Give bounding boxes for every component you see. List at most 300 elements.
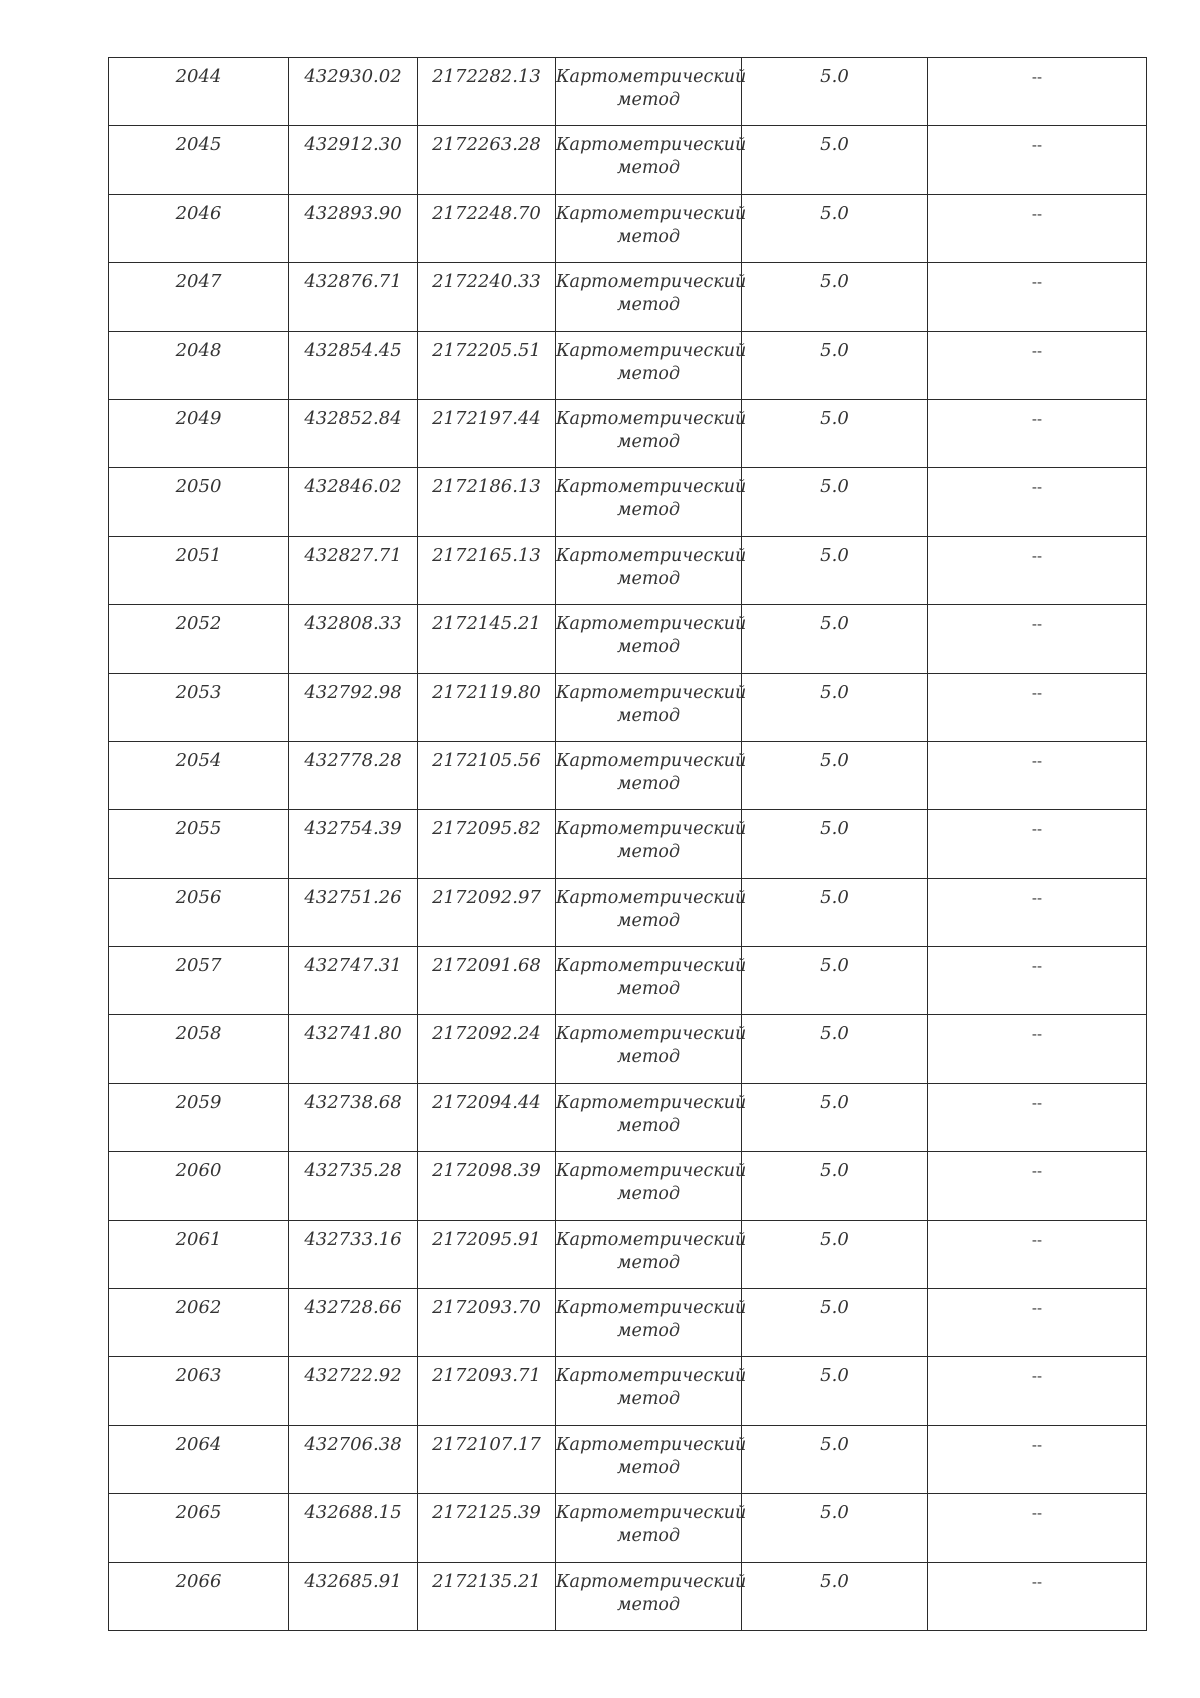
accuracy-cell-text: 5.0	[820, 476, 849, 498]
table-row	[109, 878, 1147, 946]
x-coordinate-cell	[289, 1494, 418, 1562]
method-line-1: Картометрический	[556, 135, 747, 156]
accuracy-cell-text: 5.0	[820, 407, 849, 429]
method-line-1: Картометрический	[556, 408, 747, 429]
method-line-1: Картометрический	[556, 750, 747, 771]
accuracy-cell	[742, 1425, 928, 1493]
description-cell	[928, 399, 1147, 467]
x-coordinate-cell-text: 432808.33	[304, 613, 402, 635]
method-line-2: метод	[616, 1389, 681, 1410]
table-row	[109, 263, 1147, 331]
point-number-cell-text: 2066	[175, 1570, 222, 1592]
description-cell	[928, 536, 1147, 604]
method-line-1: Картометрический	[556, 340, 747, 361]
description-cell	[928, 1562, 1147, 1630]
point-number-cell-text: 2060	[175, 1160, 222, 1182]
method-cell	[556, 1015, 747, 1083]
y-coordinate-cell-text: 2172119.80	[432, 681, 541, 703]
table-row	[109, 1220, 1147, 1288]
description-cell-text: --	[1031, 957, 1043, 976]
coordinates-table	[108, 57, 1147, 1631]
description-cell	[928, 1015, 1147, 1083]
accuracy-cell	[742, 810, 928, 878]
description-cell-text: --	[1031, 888, 1043, 907]
method-cell	[556, 741, 747, 809]
description-cell-text: --	[1031, 204, 1043, 223]
y-coordinate-cell	[418, 1357, 556, 1425]
accuracy-cell-text: 5.0	[820, 1570, 849, 1592]
method-cell	[556, 1357, 747, 1425]
method-line-1: Картометрический	[556, 1024, 747, 1045]
table-row	[109, 673, 1147, 741]
y-coordinate-cell	[418, 741, 556, 809]
method-line-2: метод	[616, 1594, 681, 1615]
x-coordinate-cell	[289, 1357, 418, 1425]
x-coordinate-cell	[289, 605, 418, 673]
accuracy-cell-text: 5.0	[820, 681, 849, 703]
accuracy-cell-text: 5.0	[820, 749, 849, 771]
point-number-cell-text: 2064	[175, 1433, 222, 1455]
point-number-cell	[109, 1357, 289, 1425]
method-line-1: Картометрический	[556, 1161, 747, 1182]
method-line-2: метод	[616, 773, 681, 794]
x-coordinate-cell-text: 432827.71	[304, 544, 402, 566]
point-number-cell	[109, 194, 289, 262]
point-number-cell	[109, 605, 289, 673]
accuracy-cell-text: 5.0	[820, 134, 849, 156]
accuracy-cell	[742, 673, 928, 741]
description-cell	[928, 468, 1147, 536]
method-line-1: Картометрический	[556, 1571, 747, 1592]
method-cell	[556, 878, 747, 946]
x-coordinate-cell-text: 432792.98	[304, 681, 402, 703]
x-coordinate-cell	[289, 58, 418, 126]
point-number-cell-text: 2059	[175, 1091, 222, 1113]
method-line-1: Картометрический	[556, 203, 747, 224]
accuracy-cell-text: 5.0	[820, 66, 849, 87]
point-number-cell	[109, 1494, 289, 1562]
y-coordinate-cell	[418, 1083, 556, 1151]
x-coordinate-cell-text: 432738.68	[304, 1091, 402, 1113]
method-line-2: метод	[616, 1184, 681, 1205]
method-line-1: Картометрический	[556, 614, 747, 635]
y-coordinate-cell	[418, 878, 556, 946]
method-line-2: метод	[616, 1457, 681, 1478]
accuracy-cell-text: 5.0	[820, 1091, 849, 1113]
table-row	[109, 741, 1147, 809]
method-cell	[556, 126, 747, 194]
accuracy-cell-text: 5.0	[820, 955, 849, 977]
y-coordinate-cell-text: 2172093.70	[432, 1297, 541, 1319]
method-cell	[556, 331, 747, 399]
method-cell	[556, 947, 747, 1015]
table-row	[109, 810, 1147, 878]
description-cell-text: --	[1031, 409, 1043, 428]
method-line-1: Картометрический	[556, 545, 747, 566]
point-number-cell	[109, 1425, 289, 1493]
point-number-cell	[109, 468, 289, 536]
method-line-1: Картометрический	[556, 682, 747, 703]
x-coordinate-cell-text: 432722.92	[304, 1365, 402, 1387]
point-number-cell-text: 2062	[175, 1297, 222, 1319]
description-cell	[928, 1425, 1147, 1493]
method-cell	[556, 1425, 747, 1493]
accuracy-cell	[742, 194, 928, 262]
x-coordinate-cell-text: 432893.90	[304, 202, 402, 224]
table-row	[109, 331, 1147, 399]
accuracy-cell-text: 5.0	[820, 339, 849, 361]
point-number-cell-text: 2050	[175, 476, 222, 498]
x-coordinate-cell	[289, 741, 418, 809]
description-cell-text: --	[1031, 751, 1043, 770]
method-line-1: Картометрический	[556, 67, 747, 87]
x-coordinate-cell	[289, 673, 418, 741]
table-body	[109, 58, 1147, 1631]
x-coordinate-cell	[289, 399, 418, 467]
description-cell-text: --	[1031, 478, 1043, 497]
x-coordinate-cell-text: 432733.16	[304, 1228, 402, 1250]
accuracy-cell-text: 5.0	[820, 271, 849, 293]
method-line-2: метод	[616, 1526, 681, 1547]
description-cell-text: --	[1031, 68, 1043, 86]
description-cell-text: --	[1031, 1025, 1043, 1044]
description-cell	[928, 1494, 1147, 1562]
method-line-2: метод	[616, 431, 681, 452]
point-number-cell-text: 2046	[175, 202, 222, 224]
x-coordinate-cell-text: 432741.80	[304, 1023, 402, 1045]
description-cell-text: --	[1031, 136, 1043, 155]
point-number-cell	[109, 399, 289, 467]
y-coordinate-cell-text: 2172095.91	[432, 1228, 541, 1250]
method-cell	[556, 1220, 747, 1288]
accuracy-cell-text: 5.0	[820, 1502, 849, 1524]
table-row	[109, 1425, 1147, 1493]
accuracy-cell	[742, 263, 928, 331]
table-row	[109, 1152, 1147, 1220]
y-coordinate-cell-text: 2172094.44	[432, 1091, 541, 1113]
method-cell	[556, 468, 747, 536]
accuracy-cell-text: 5.0	[820, 613, 849, 635]
x-coordinate-cell	[289, 1083, 418, 1151]
description-cell-text: --	[1031, 1367, 1043, 1386]
y-coordinate-cell-text: 2172240.33	[432, 271, 541, 293]
method-line-1: Картометрический	[556, 819, 747, 840]
method-line-1: Картометрический	[556, 1366, 747, 1387]
y-coordinate-cell-text: 2172093.71	[432, 1365, 541, 1387]
description-cell-text: --	[1031, 1435, 1043, 1454]
x-coordinate-cell-text: 432854.45	[304, 339, 402, 361]
x-coordinate-cell-text: 432747.31	[304, 955, 402, 977]
x-coordinate-cell	[289, 468, 418, 536]
point-number-cell-text: 2052	[175, 613, 222, 635]
description-cell	[928, 605, 1147, 673]
method-line-2: метод	[616, 1115, 681, 1136]
description-cell-text: --	[1031, 1504, 1043, 1523]
point-number-cell	[109, 1152, 289, 1220]
description-cell-text: --	[1031, 615, 1043, 634]
method-line-2: метод	[616, 363, 681, 384]
y-coordinate-cell	[418, 1562, 556, 1630]
point-number-cell-text: 2058	[175, 1023, 222, 1045]
accuracy-cell	[742, 58, 928, 126]
point-number-cell-text: 2061	[175, 1228, 222, 1250]
point-number-cell	[109, 947, 289, 1015]
description-cell	[928, 263, 1147, 331]
description-cell	[928, 1220, 1147, 1288]
method-cell	[556, 1152, 747, 1220]
method-line-2: метод	[616, 90, 681, 110]
accuracy-cell	[742, 1494, 928, 1562]
accuracy-cell-text: 5.0	[820, 1023, 849, 1045]
x-coordinate-cell	[289, 536, 418, 604]
table-row	[109, 536, 1147, 604]
description-cell	[928, 331, 1147, 399]
y-coordinate-cell	[418, 1152, 556, 1220]
method-line-2: метод	[616, 1321, 681, 1342]
x-coordinate-cell	[289, 1425, 418, 1493]
accuracy-cell	[742, 1357, 928, 1425]
x-coordinate-cell	[289, 1220, 418, 1288]
point-number-cell	[109, 810, 289, 878]
method-cell	[556, 1494, 747, 1562]
y-coordinate-cell	[418, 399, 556, 467]
y-coordinate-cell	[418, 58, 556, 126]
y-coordinate-cell	[418, 263, 556, 331]
y-coordinate-cell	[418, 605, 556, 673]
method-line-1: Картометрический	[556, 1503, 747, 1524]
description-cell-text: --	[1031, 1572, 1043, 1591]
accuracy-cell	[742, 468, 928, 536]
method-line-2: метод	[616, 1047, 681, 1068]
y-coordinate-cell-text: 2172263.28	[432, 134, 541, 156]
point-number-cell-text: 2047	[175, 271, 222, 293]
x-coordinate-cell	[289, 1015, 418, 1083]
x-coordinate-cell	[289, 331, 418, 399]
x-coordinate-cell-text: 432876.71	[304, 271, 402, 293]
description-cell	[928, 1357, 1147, 1425]
x-coordinate-cell	[289, 1152, 418, 1220]
y-coordinate-cell	[418, 673, 556, 741]
accuracy-cell-text: 5.0	[820, 818, 849, 840]
method-cell	[556, 58, 747, 126]
x-coordinate-cell-text: 432728.66	[304, 1297, 402, 1319]
y-coordinate-cell-text: 2172091.68	[432, 955, 541, 977]
accuracy-cell-text: 5.0	[820, 1297, 849, 1319]
x-coordinate-cell-text: 432778.28	[304, 749, 402, 771]
accuracy-cell	[742, 126, 928, 194]
description-cell	[928, 947, 1147, 1015]
method-line-2: метод	[616, 979, 681, 1000]
x-coordinate-cell	[289, 1289, 418, 1357]
x-coordinate-cell-text: 432754.39	[304, 818, 402, 840]
accuracy-cell	[742, 1289, 928, 1357]
y-coordinate-cell	[418, 126, 556, 194]
method-line-2: метод	[616, 226, 681, 247]
method-line-2: метод	[616, 842, 681, 863]
method-line-1: Картометрический	[556, 1434, 747, 1455]
table-row	[109, 1289, 1147, 1357]
accuracy-cell-text: 5.0	[820, 1160, 849, 1182]
description-cell-text: --	[1031, 546, 1043, 565]
y-coordinate-cell	[418, 1425, 556, 1493]
accuracy-cell	[742, 1562, 928, 1630]
description-cell	[928, 878, 1147, 946]
description-cell-text: --	[1031, 1299, 1043, 1318]
point-number-cell-text: 2053	[175, 681, 222, 703]
accuracy-cell	[742, 947, 928, 1015]
y-coordinate-cell-text: 2172098.39	[432, 1160, 541, 1182]
method-cell	[556, 1289, 747, 1357]
method-cell	[556, 605, 747, 673]
x-coordinate-cell-text: 432685.91	[304, 1570, 402, 1592]
y-coordinate-cell	[418, 810, 556, 878]
method-line-2: метод	[616, 705, 681, 726]
method-cell	[556, 194, 747, 262]
method-line-1: Картометрический	[556, 887, 747, 908]
accuracy-cell	[742, 605, 928, 673]
accuracy-cell	[742, 536, 928, 604]
x-coordinate-cell-text: 432930.02	[304, 66, 402, 87]
accuracy-cell-text: 5.0	[820, 1365, 849, 1387]
x-coordinate-cell-text: 432846.02	[304, 476, 402, 498]
accuracy-cell	[742, 1220, 928, 1288]
point-number-cell	[109, 741, 289, 809]
accuracy-cell	[742, 741, 928, 809]
x-coordinate-cell-text: 432852.84	[304, 407, 402, 429]
table-row	[109, 1562, 1147, 1630]
method-cell	[556, 263, 747, 331]
y-coordinate-cell	[418, 1015, 556, 1083]
method-line-2: метод	[616, 500, 681, 521]
point-number-cell	[109, 331, 289, 399]
table-row	[109, 1494, 1147, 1562]
x-coordinate-cell	[289, 126, 418, 194]
y-coordinate-cell	[418, 1494, 556, 1562]
description-cell	[928, 810, 1147, 878]
description-cell	[928, 741, 1147, 809]
y-coordinate-cell-text: 2172135.21	[432, 1570, 541, 1592]
point-number-cell-text: 2065	[175, 1502, 222, 1524]
description-cell	[928, 673, 1147, 741]
point-number-cell-text: 2049	[175, 407, 222, 429]
y-coordinate-cell-text: 2172165.13	[432, 544, 541, 566]
point-number-cell-text: 2045	[175, 134, 222, 156]
point-number-cell	[109, 58, 289, 126]
point-number-cell	[109, 1562, 289, 1630]
accuracy-cell	[742, 1152, 928, 1220]
method-line-2: метод	[616, 1252, 681, 1273]
x-coordinate-cell-text: 432912.30	[304, 134, 402, 156]
description-cell-text: --	[1031, 1230, 1043, 1249]
y-coordinate-cell-text: 2172186.13	[432, 476, 541, 498]
accuracy-cell-text: 5.0	[820, 1433, 849, 1455]
point-number-cell-text: 2044	[175, 66, 222, 87]
y-coordinate-cell-text: 2172145.21	[432, 613, 541, 635]
method-line-2: метод	[616, 910, 681, 931]
point-number-cell	[109, 536, 289, 604]
y-coordinate-cell-text: 2172092.97	[432, 886, 541, 908]
table-row	[109, 468, 1147, 536]
x-coordinate-cell	[289, 263, 418, 331]
x-coordinate-cell	[289, 878, 418, 946]
y-coordinate-cell-text: 2172282.13	[432, 66, 541, 87]
description-cell-text: --	[1031, 273, 1043, 292]
description-cell	[928, 1152, 1147, 1220]
point-number-cell	[109, 1015, 289, 1083]
description-cell	[928, 194, 1147, 262]
method-line-1: Картометрический	[556, 1229, 747, 1250]
description-cell-text: --	[1031, 820, 1043, 839]
point-number-cell-text: 2057	[175, 955, 222, 977]
table-row	[109, 947, 1147, 1015]
point-number-cell	[109, 1220, 289, 1288]
accuracy-cell-text: 5.0	[820, 1228, 849, 1250]
description-cell	[928, 1289, 1147, 1357]
point-number-cell-text: 2048	[175, 339, 222, 361]
method-cell	[556, 810, 747, 878]
point-number-cell	[109, 1083, 289, 1151]
y-coordinate-cell	[418, 1289, 556, 1357]
point-number-cell	[109, 263, 289, 331]
table-row	[109, 1015, 1147, 1083]
accuracy-cell-text: 5.0	[820, 202, 849, 224]
method-line-1: Картометрический	[556, 477, 747, 498]
point-number-cell	[109, 1289, 289, 1357]
method-line-2: метод	[616, 637, 681, 658]
accuracy-cell	[742, 878, 928, 946]
y-coordinate-cell	[418, 536, 556, 604]
y-coordinate-cell	[418, 468, 556, 536]
y-coordinate-cell-text: 2172205.51	[432, 339, 541, 361]
method-line-1: Картометрический	[556, 1298, 747, 1319]
point-number-cell-text: 2054	[175, 749, 222, 771]
point-number-cell-text: 2056	[175, 886, 222, 908]
accuracy-cell-text: 5.0	[820, 544, 849, 566]
x-coordinate-cell	[289, 194, 418, 262]
y-coordinate-cell-text: 2172248.70	[432, 202, 541, 224]
method-cell	[556, 399, 747, 467]
description-cell-text: --	[1031, 1162, 1043, 1181]
method-line-1: Картометрический	[556, 1092, 747, 1113]
y-coordinate-cell-text: 2172107.17	[432, 1433, 541, 1455]
accuracy-cell	[742, 1015, 928, 1083]
table-row	[109, 399, 1147, 467]
point-number-cell	[109, 126, 289, 194]
point-number-cell-text: 2051	[175, 544, 222, 566]
y-coordinate-cell	[418, 1220, 556, 1288]
point-number-cell	[109, 673, 289, 741]
description-cell	[928, 126, 1147, 194]
y-coordinate-cell-text: 2172197.44	[432, 407, 541, 429]
description-cell-text: --	[1031, 683, 1043, 702]
method-cell	[556, 536, 747, 604]
table-row	[109, 126, 1147, 194]
x-coordinate-cell-text: 432688.15	[304, 1502, 402, 1524]
table-row	[109, 1357, 1147, 1425]
y-coordinate-cell	[418, 947, 556, 1015]
accuracy-cell	[742, 1083, 928, 1151]
method-line-2: метод	[616, 568, 681, 589]
x-coordinate-cell	[289, 810, 418, 878]
y-coordinate-cell-text: 2172125.39	[432, 1502, 541, 1524]
accuracy-cell-text: 5.0	[820, 886, 849, 908]
description-cell-text: --	[1031, 1093, 1043, 1112]
method-line-2: метод	[616, 295, 681, 316]
y-coordinate-cell	[418, 331, 556, 399]
method-cell	[556, 1562, 747, 1630]
point-number-cell-text: 2063	[175, 1365, 222, 1387]
x-coordinate-cell-text: 432735.28	[304, 1160, 402, 1182]
